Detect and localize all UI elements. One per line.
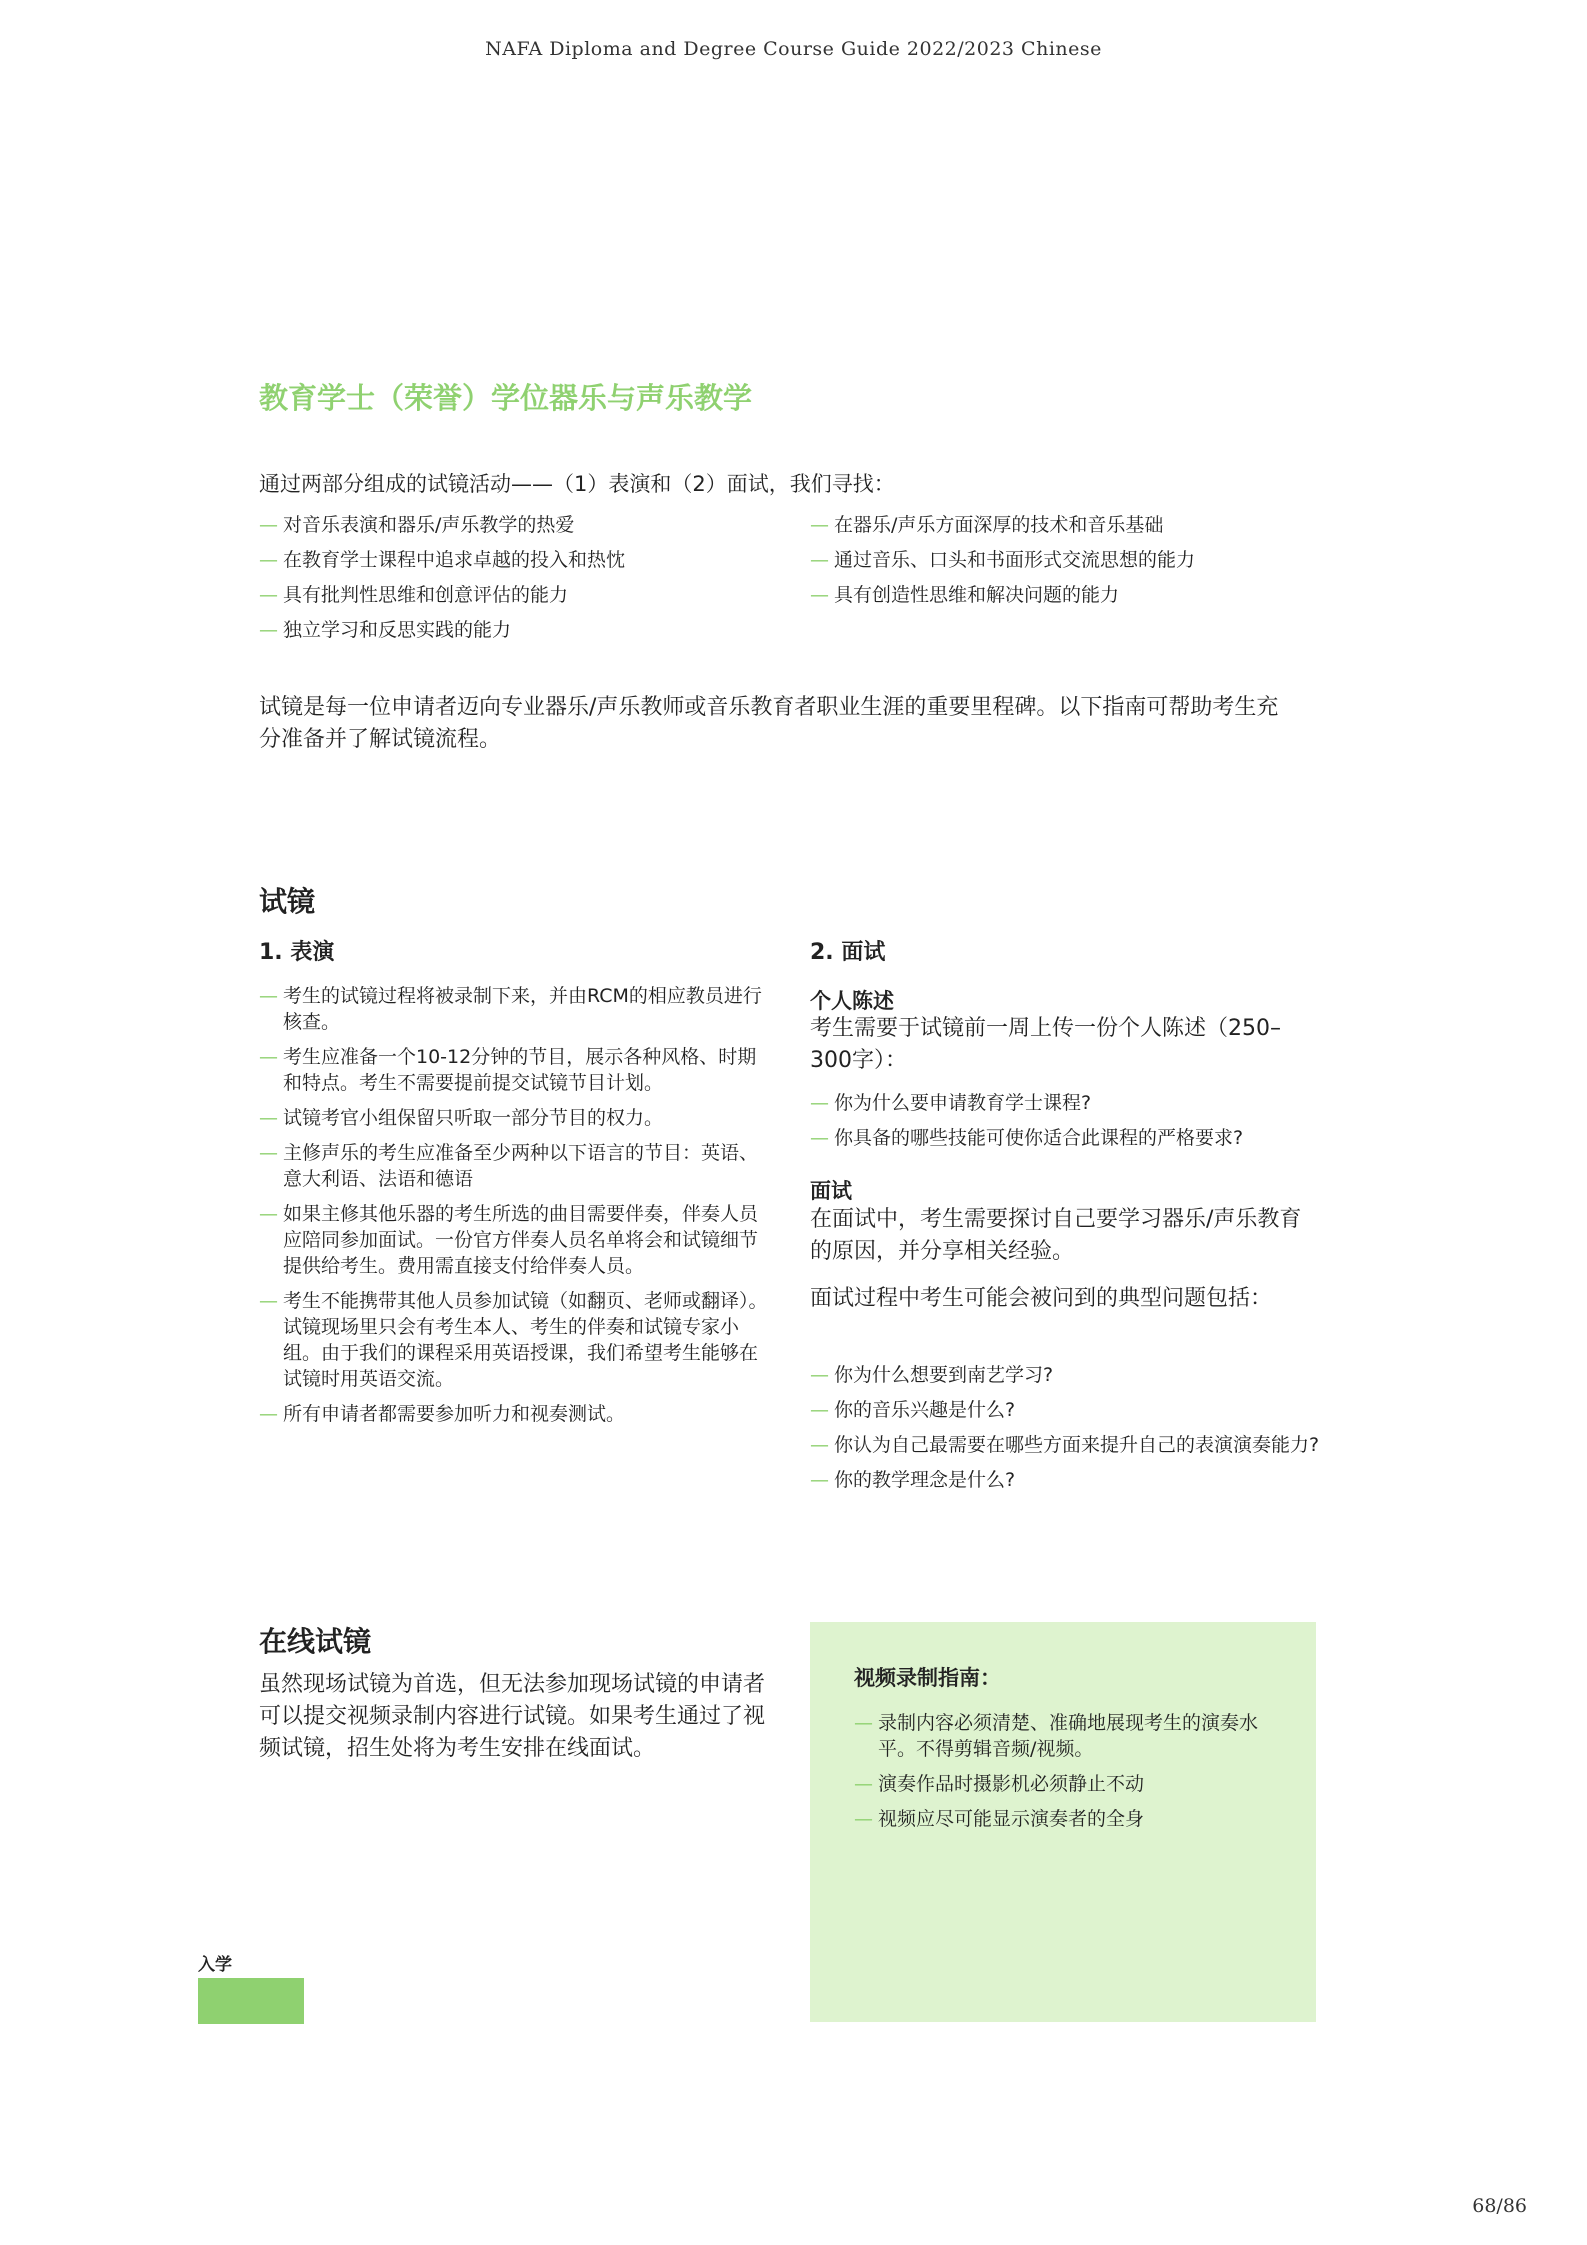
list-item: — 考生的试镜过程将被录制下来，并由RCM的相应教员进行核查。 (259, 985, 762, 1033)
list-item: — 你的音乐兴趣是什么? (810, 1399, 1016, 1421)
dash-bullet: — (810, 1364, 829, 1386)
interview-section-heading: 2. 面试 (810, 940, 886, 965)
statement-list (810, 1090, 1330, 1160)
page-number: 68/86 (1472, 2195, 1527, 2217)
list-item: — 具有创造性思维和解决问题的能力 (810, 584, 1120, 606)
dash-bullet: — (259, 619, 278, 641)
dash-bullet: — (810, 1399, 829, 1421)
milestone-paragraph: 试镜是每一位申请者迈向专业器乐/声乐教师或音乐教育者职业生涯的重要里程碑。以下指南可帮助考生充分准备并了解试镜流程。 (259, 695, 1279, 752)
dash-bullet: — (259, 1403, 278, 1425)
dash-bullet: — (810, 1127, 829, 1149)
dash-bullet: — (810, 584, 829, 606)
dash-bullet: — (259, 1107, 278, 1129)
dash-bullet: — (810, 514, 829, 536)
dash-bullet: — (259, 1142, 278, 1164)
list-item: — 你具备的哪些技能可使你适合此课程的严格要求? (810, 1127, 1244, 1149)
performance-list (259, 983, 769, 1436)
list-item: — 你认为自己最需要在哪些方面来提升自己的表演演奏能力? (810, 1434, 1320, 1456)
list-item: — 录制内容必须清楚、准确地展现考生的演奏水平。不得剪辑音频/视频。 (854, 1712, 1259, 1760)
section-label: 入学 (198, 1955, 232, 1975)
dash-bullet: — (810, 1092, 829, 1114)
list-item: — 主修声乐的考生应准备至少两种以下语言的节目：英语、意大利语、法语和德语 (259, 1142, 759, 1190)
dash-bullet: — (854, 1808, 873, 1830)
dash-bullet: — (810, 1469, 829, 1491)
dash-bullet: — (259, 549, 278, 571)
document-header: NAFA Diploma and Degree Course Guide 2022/2023 Chinese (485, 38, 1102, 60)
online-text: 虽然现场试镜为首选，但无法参加现场试镜的申请者可以提交视频录制内容进行试镜。如果考生通过了视频试镜，招生处将为考生安排在线面试。 (259, 1672, 766, 1761)
video-guide-heading: 视频录制指南： (854, 1666, 1001, 1690)
interview-text: 在面试中，考生需要探讨自己要学习器乐/声乐教育的原因，并分享相关经验。 (810, 1207, 1302, 1264)
list-item: — 如果主修其他乐器的考生所选的曲目需要伴奏，伴奏人员应陪同参加面试。一份官方伴奏人员名单将会和试镜细节提供给考生。费用需直接支付给伴奏人员。 (259, 1203, 759, 1277)
list-item: — 考生应准备一个10-12分钟的节目，展示各种风格、时期和特点。考生不需要提前提交试镜节目计划。 (259, 1046, 757, 1094)
list-item: — 具有批判性思维和创意评估的能力 (259, 584, 569, 606)
list-item: — 视频应尽可能显示演奏者的全身 (854, 1808, 1145, 1830)
dash-bullet: — (259, 1203, 278, 1225)
criteria-list-right (810, 512, 1330, 617)
intro-text: 通过两部分组成的试镜活动——（1）表演和（2）面试，我们寻找： (259, 472, 895, 496)
dash-bullet: — (259, 584, 278, 606)
page-title: 教育学士（荣誉）学位器乐与声乐教学 (259, 381, 753, 415)
list-item: — 考生不能携带其他人员参加试镜（如翻页、老师或翻译）。试镜现场里只会有考生本人、考生的伴奏和试镜专家小组。由于我们的课程采用英语授课，我们希望考生能够在试镜时用英语交流。 (259, 1290, 768, 1390)
list-item: — 所有申请者都需要参加听力和视奏测试。 (259, 1403, 626, 1425)
dash-bullet: — (259, 1290, 278, 1312)
audition-heading: 试镜 (259, 885, 316, 918)
online-heading: 在线试镜 (259, 1625, 372, 1658)
criteria-list-left (259, 512, 779, 652)
list-item: — 独立学习和反思实践的能力 (259, 619, 512, 641)
list-item: — 演奏作品时摄影机必须静止不动 (854, 1773, 1145, 1795)
questions-list (810, 1362, 1320, 1502)
list-item: — 试镜考官小组保留只听取一部分节目的权力。 (259, 1107, 664, 1129)
video-guide-box (810, 1622, 1316, 2022)
dash-bullet: — (854, 1712, 873, 1734)
dash-bullet: — (259, 985, 278, 1007)
interview-heading: 面试 (810, 1179, 852, 1203)
video-guide-list (854, 1710, 1284, 1841)
dash-bullet: — (259, 1046, 278, 1068)
list-item: — 你的教学理念是什么? (810, 1469, 1016, 1491)
questions-intro: 面试过程中考生可能会被问到的典型问题包括： (810, 1286, 1273, 1311)
dash-bullet: — (259, 514, 278, 536)
list-item: — 在教育学士课程中追求卓越的投入和热忱 (259, 549, 626, 571)
list-item: — 通过音乐、口头和书面形式交流思想的能力 (810, 549, 1196, 571)
list-item: — 在器乐/声乐方面深厚的技术和音乐基础 (810, 514, 1164, 536)
list-item: — 对音乐表演和器乐/声乐教学的热爱 (259, 514, 575, 536)
dash-bullet: — (854, 1773, 873, 1795)
statement-text: 考生需要于试镜前一周上传一份个人陈述（250–300字）： (810, 1016, 1281, 1073)
section-color-bar (198, 1978, 304, 2024)
dash-bullet: — (810, 549, 829, 571)
dash-bullet: — (810, 1434, 829, 1456)
list-item: — 你为什么想要到南艺学习? (810, 1364, 1054, 1386)
performance-heading: 1. 表演 (259, 940, 335, 965)
list-item: — 你为什么要申请教育学士课程? (810, 1092, 1092, 1114)
statement-heading: 个人陈述 (810, 989, 894, 1013)
